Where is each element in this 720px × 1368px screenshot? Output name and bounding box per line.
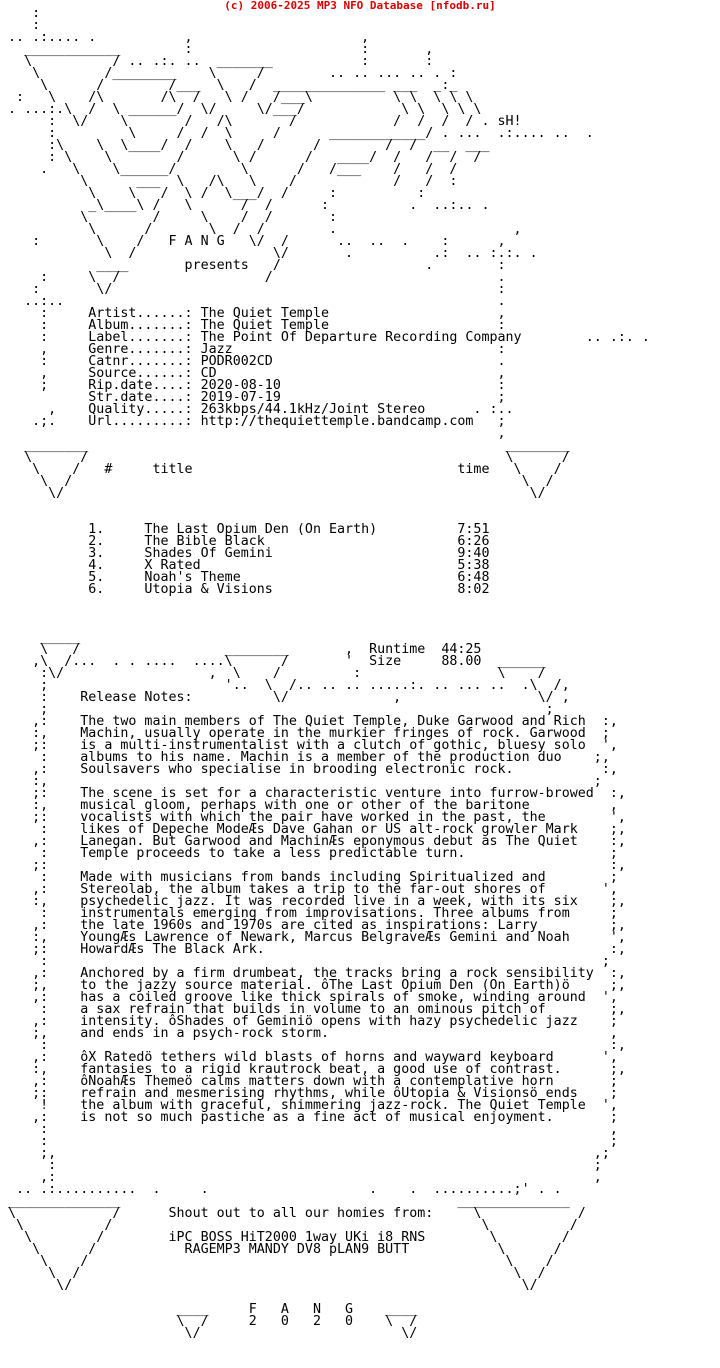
nfo-line: ;: :, [0, 858, 626, 873]
nfo-line: ,: Stereolab, the album takes a trip to the far-out shores of ', [0, 882, 618, 897]
nfo-line: ,: Soulsavers who specialise in brooding electronic rock. :, [0, 762, 618, 777]
nfo-line: ..:.. . [0, 294, 506, 309]
nfo-line: \/ \/ [0, 486, 546, 501]
nfo-line: \/ \/ [0, 1326, 418, 1340]
nfo-line: : instrumentals emerging from improvisations. Three albums from ; [0, 906, 618, 921]
nfo-line: : Label.......: The Point Of Departure Recording Company .. .:. . [0, 330, 650, 345]
nfo-line: \ / \ / [0, 474, 554, 489]
nfo-line: : albums to his name. Machin is a member of the production duo ;, [0, 750, 610, 765]
nfo-line: \ / Shout out to all our homies from: \ / [0, 1206, 586, 1221]
nfo-line: ; '.. \ /.. .. .. .....:. .. ... .. .\ /, [0, 678, 570, 693]
nfo-line [0, 608, 720, 620]
nfo-line: : , [0, 1122, 618, 1137]
nfo-line: \ / 2 0 2 0 \ / [0, 1314, 418, 1329]
nfo-line: ,: has a coiled groove like thick spirals of smoke, winding around ', [0, 990, 618, 1005]
nfo-line: : Release Notes: \/ , \/ , [0, 690, 570, 705]
nfo-line: _____ [0, 630, 81, 645]
nfo-line: \ / \ / [0, 1254, 554, 1269]
nfo-line: 1. The Last Opium Den (On Earth) 7:51 [0, 522, 490, 537]
nfo-line: ,: Lanegan. But Garwood and MachinÆs eponymous debut as The Quiet :, [0, 834, 626, 849]
nfo-line: ,: intensity. ôShades of Geminiö opens with hazy psychedelic jazz ; [0, 1014, 618, 1029]
nfo-line: \ ___ \ /\ \ / / / : [0, 174, 458, 189]
nfo-line: , Genre.......: Jazz : [0, 342, 506, 357]
nfo-line: .;. Url.........: http://thequiettemple.bandcamp.com ; [0, 414, 506, 429]
nfo-line: : Temple proceeds to take a less predictable turn. ; [0, 846, 618, 861]
nfo-line: :, musical gloom, perhaps with one or other of the baritone , [0, 798, 618, 813]
nfo-line: ____________ : : , [0, 42, 434, 57]
nfo-line: ,: is not so much pastiche as a fine act of musical enjoyment. ; [0, 1110, 618, 1125]
nfo-line: \ / RAGEMP3 MANDY DV8 pLAN9 BUTT \ / [0, 1242, 562, 1257]
nfo-line: ;: vocalists with which the pair have worked in the past, the ', [0, 810, 626, 825]
nfo-line: 6. Utopia & Visions 8:02 [0, 582, 490, 597]
nfo-line: \ / \ / [0, 1218, 578, 1233]
nfo-line: ________ ________ [0, 438, 570, 453]
nfo-line: ; Rip.date....: 2020-08-10 : [0, 378, 506, 393]
nfo-line: \ / /___ \ / ______________ ___ _:_ [0, 78, 458, 93]
nfo-line: , Source......: CD , [0, 366, 506, 381]
nfo-line: :, YoungÆs Lawrence of Newark, Marcus BelgraveÆs Gemini and Noah ', [0, 930, 626, 945]
nfo-line: \ / ________ , Runtime 44:25 [0, 642, 482, 657]
nfo-line: : Artist......: The Quiet Temple , [0, 306, 506, 321]
nfo-line: : \/ \ / /\ / / / / / . sH! [0, 114, 522, 129]
nfo-line: 5. Noah's Theme 6:48 [0, 570, 490, 585]
nfo-line: : ; [0, 1158, 602, 1173]
nfo-line: \ / \ / [0, 1266, 546, 1281]
nfo-line: . ...:.\ / \ ______/ \/ \/___/ \ \ \ \ \ [0, 102, 482, 117]
nfo-line: ;, to the jazzy source material. ôThe Last Opium Den (On Earth)ö ;, [0, 978, 626, 993]
nfo-line: \ / \/ . .: .. :.:. . [0, 246, 538, 261]
nfo-line: : Made with musicians from bands including Spiritualized and ; [0, 870, 618, 885]
nfo-line: ,: ôX Ratedö tethers wild blasts of horns and wayward keyboard ', [0, 1050, 618, 1065]
nfo-line: ; ; [0, 702, 554, 717]
nfo-line: : Catnr.......: PODR002CD . [0, 354, 506, 369]
nfo-line: 4. X Rated 5:38 [0, 558, 490, 573]
nfo-line: :\ \ \____/ / \ / / / / __ ___ [0, 138, 490, 153]
nfo-line: , [0, 426, 506, 441]
nfo-line: \ / \ / [0, 450, 570, 465]
nfo-line: ;: refrain and mesmerising rhythms, while ôUtopia & Visionsö ends ; [0, 1086, 618, 1101]
nfo-line: : \ / F A N G \/ / .. .. . : , [0, 234, 506, 249]
nfo-line: \ /________ \ / .. .. ... .. . : [0, 66, 458, 81]
nfo-line: ! the album with graceful, shimmering jazz-rock. The Quiet Temple ', [0, 1098, 618, 1113]
nfo-line: \ / \ / / . , [0, 222, 522, 237]
nfo-line: : \ / / \ / ____________/ . ... .:.... .. . [0, 126, 594, 141]
nfo-line: ;: HowardÆs The Black Ark. :, [0, 942, 626, 957]
nfo-line: \ / .. .:. .. _______ : : [0, 54, 434, 69]
nfo-line [0, 596, 720, 608]
nfo-line: 2. The Bible Black 6:26 [0, 534, 490, 549]
nfo-line [0, 620, 720, 632]
nfo-line: ____ F A N G ____ [0, 1302, 418, 1317]
site-header: (c) 2006-2025 MP3 NFO Database [nfodb.ru] [224, 0, 496, 12]
nfo-line: ;: The scene is set for a characteristic venture into furrow-browed :, [0, 786, 626, 801]
nfo-line: \ / # title time \ / [0, 462, 562, 477]
nfo-line: ______________ ______________ [0, 1194, 570, 1209]
nfo-line: ____ presents / . : [0, 258, 506, 273]
nfo-line: :, psychedelic jazz. It was recorded live in a week, with its six ;, [0, 894, 626, 909]
nfo-line: \/ \/ [0, 1278, 538, 1293]
nfo-line: ,: ôNoahÆs Themeö calms matters down with a contemplative horn ; [0, 1074, 618, 1089]
nfo-line: : ; [0, 1134, 618, 1149]
nfo-line [0, 500, 720, 512]
nfo-line: ,\ /... . . .... ....\ / ' Size 88.00 ______ [0, 654, 546, 669]
nfo-line: ,: Anchored by a firm drumbeat, the tracks bring a rock sensibility :, [0, 966, 626, 981]
nfo-line: \ / \ / / : [0, 210, 338, 225]
nfo-line: : [0, 8, 41, 21]
nfo-line: : likes of Depeche ModeÆs Dave Gahan or US alt-rock growler Mark ;, [0, 822, 626, 837]
nfo-line: ,: the late 1960s and 1970s are cited as inspirations: Larry ;, [0, 918, 626, 933]
nfo-line: : [0, 18, 41, 33]
nfo-line: ;: is a multi-instrumentalist with a clutch of gothic, bluesy solo ', [0, 738, 618, 753]
nfo-line: :, fantasies to a rigid krautrock beat, a good use of contrast. ;, [0, 1062, 626, 1077]
nfo-line: : ; [0, 954, 610, 969]
nfo-line: \ \ / \ / \___/ / : : [0, 186, 426, 201]
nfo-line: ;, ,; [0, 1146, 610, 1161]
nfo-line: .. .:.... . , , [0, 30, 370, 45]
nfo-line: : \ \ / \ / / ____/ / / / / [0, 150, 482, 165]
nfo-line: , Quality.....: 263kbps/44.1kHz/Joint Stereo . :.. [0, 402, 514, 417]
nfo-line: ,: , [0, 1170, 602, 1185]
nfo-line: .. .:.......... . . . . ..........;' . . [0, 1182, 562, 1197]
nfo-line: ;, and ends in a psych-rock storm. , [0, 1026, 618, 1041]
nfo-line: Str.date....: 2019-07-19 ; [0, 390, 506, 405]
nfo-line: : Album.......: The Quiet Temple : [0, 318, 506, 333]
nfo-line: : a sax refrain that builds in volume to an ominous pitch of ;, [0, 1002, 626, 1017]
nfo-line: ,: The two main members of The Quiet Temple, Duke Garwood and Rich :, [0, 714, 618, 729]
nfo-document [0, 8, 720, 1340]
nfo-line: :\/ , \ / : \ / [0, 666, 546, 681]
nfo-line: : \ /\ /\ / \ / /___\ \ \ \ \ \ [0, 90, 474, 105]
nfo-line: : \/ : [0, 282, 506, 297]
nfo-line: :, Machin, usually operate in the murkier fringes of rock. Garwood ; [0, 726, 610, 741]
nfo-line: _\____\ / \ / / : . ..:.. . [0, 198, 490, 213]
nfo-line: : :, [0, 1038, 626, 1053]
nfo-line: :, ; [0, 774, 602, 789]
nfo-line: \ / iPC BOSS HiT2000 1way UKi i8 RNS \ / [0, 1230, 570, 1245]
nfo-line: : \ / / . [0, 270, 506, 285]
nfo-line: 3. Shades Of Gemini 9:40 [0, 546, 490, 561]
nfo-line: . \ \______/ \ / /___ / / / [0, 162, 458, 177]
